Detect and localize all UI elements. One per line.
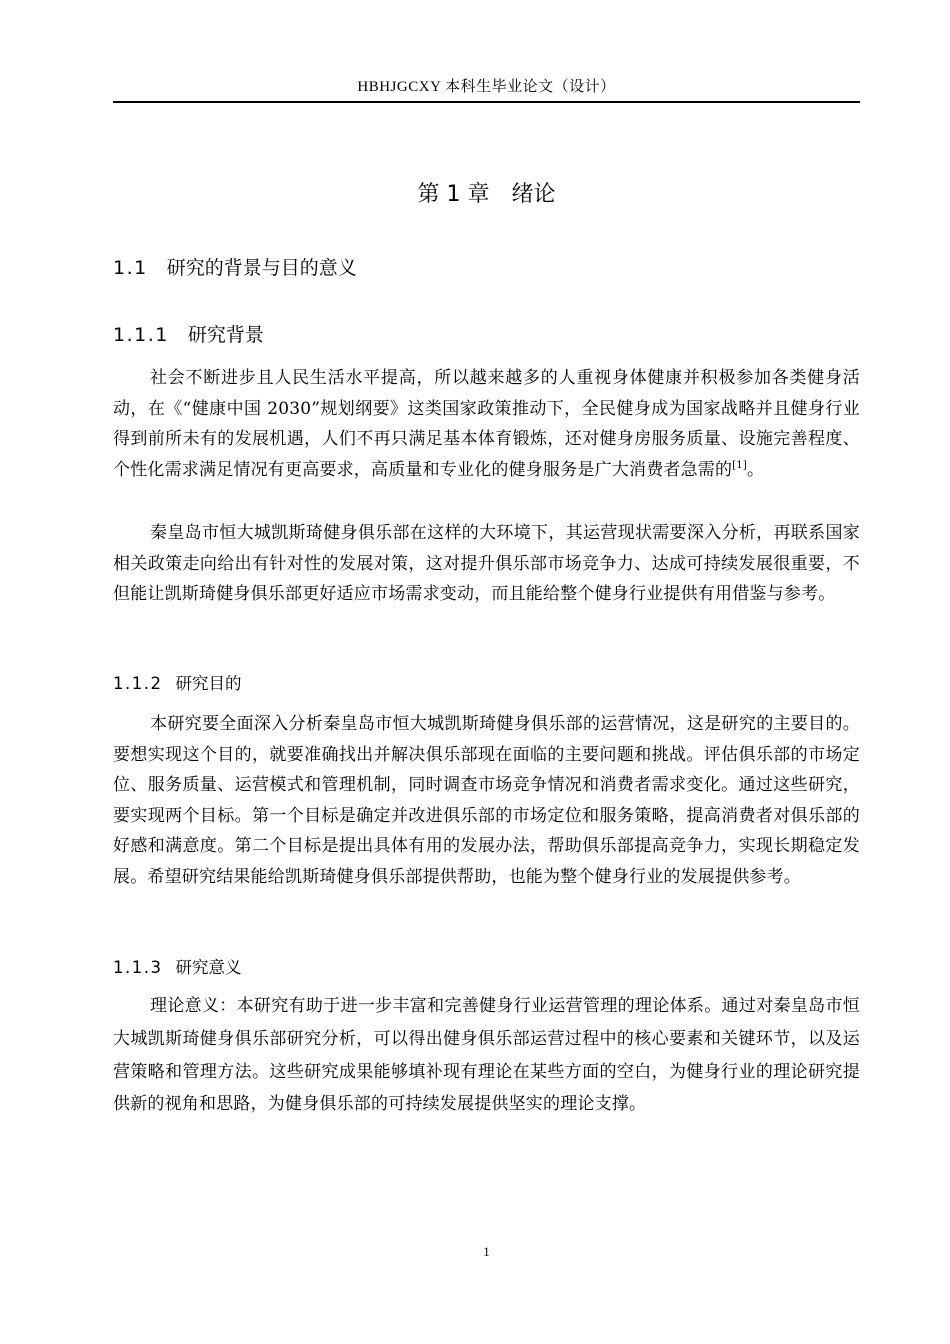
paragraph-significance: 理论意义：本研究有助于进一步丰富和完善健身行业运营管理的理论体系。通过对秦皇岛市恒大城凯斯琦健身俱乐部研究分析，可以得出健身俱乐部运营过程中的核心要素和关键环节，以及运营策略和管理方法。这些研究成果能够填补现有理论在某些方面的空白，为健身行业的理论研究提供新的视角和思路，为健身俱乐部的可持续发展提供坚实的理论支撑。 <box>113 996 860 1115</box>
section-heading-1-1-1 <box>113 322 264 348</box>
section-number: 1.1.2 <box>113 674 163 693</box>
section-number: 1.1.1 <box>113 324 169 346</box>
citation-marker: [1] <box>732 459 747 471</box>
section-title: 研究目的 <box>175 674 242 693</box>
section-title: 研究的背景与目的意义 <box>166 257 357 279</box>
section-title: 研究意义 <box>175 958 242 977</box>
paragraph-purpose: 本研究要全面深入分析秦皇岛市恒大城凯斯琦健身俱乐部的运营情况，这是研究的主要目的。要想实现这个目的，就要准确找出并解决俱乐部现在面临的主要问题和挑战。评估俱乐部的市场定位、服务质量、运营模式和管理机制，同时调查市场竞争情况和消费者需求变化。通过这些研究，要实现两个目标。第一个目标是确定并改进俱乐部的市场定位和服务策略，提高消费者对俱乐部的好感和满意度。第二个目标是提出具体有用的发展办法，帮助俱乐部提高竞争力，实现长期稳定发展。希望研究结果能给凯斯琦健身俱乐部提供帮助，也能为整个健身行业的发展提供参考。 <box>113 714 860 887</box>
section-number: 1.1 <box>113 257 148 279</box>
header-rule <box>113 101 860 103</box>
section-heading-1-1-3 <box>113 956 241 980</box>
paragraph-end: 。 <box>746 459 765 480</box>
paragraph-background-1 <box>113 363 860 485</box>
paragraph-background-2: 秦皇岛市恒大城凯斯琦健身俱乐部在这样的大环境下，其运营现状需要深入分析，再联系国家相关政策走向给出有针对性的发展对策，这对提升俱乐部市场竞争力、达成可持续发展很重要，不但能让凯斯琦健身俱乐部更好适应市场需求变动，而且能给整个健身行业提供有用借鉴与参考。 <box>113 523 860 604</box>
section-title: 研究背景 <box>187 324 264 346</box>
page-number: 1 <box>483 1244 490 1259</box>
paragraph-text: 社会不断进步且人民生活水平提高，所以越来越多的人重视身体健康并积极参加各类健身活动，在《“健康中国 2030”规划纲要》这类国家政策推动下，全民健身成为国家战略并且健身行业得到前所未有的发展机遇，人们不再只满足基本体育锻炼，还对健身房服务质量、设施完善程度、个性化需求满足情况有更高要求，高质量和专业化的健身服务是广大消费者急需的 <box>113 368 860 480</box>
chapter-number: 第 1 章 <box>417 182 490 207</box>
chapter-title <box>113 180 860 210</box>
chapter-name: 绪论 <box>511 182 556 207</box>
section-heading-1-1 <box>113 255 357 281</box>
section-heading-1-1-2 <box>113 672 241 696</box>
section-number: 1.1.3 <box>113 958 163 977</box>
running-header: HBHJGCXY 本科生毕业论文（设计） <box>357 79 616 95</box>
